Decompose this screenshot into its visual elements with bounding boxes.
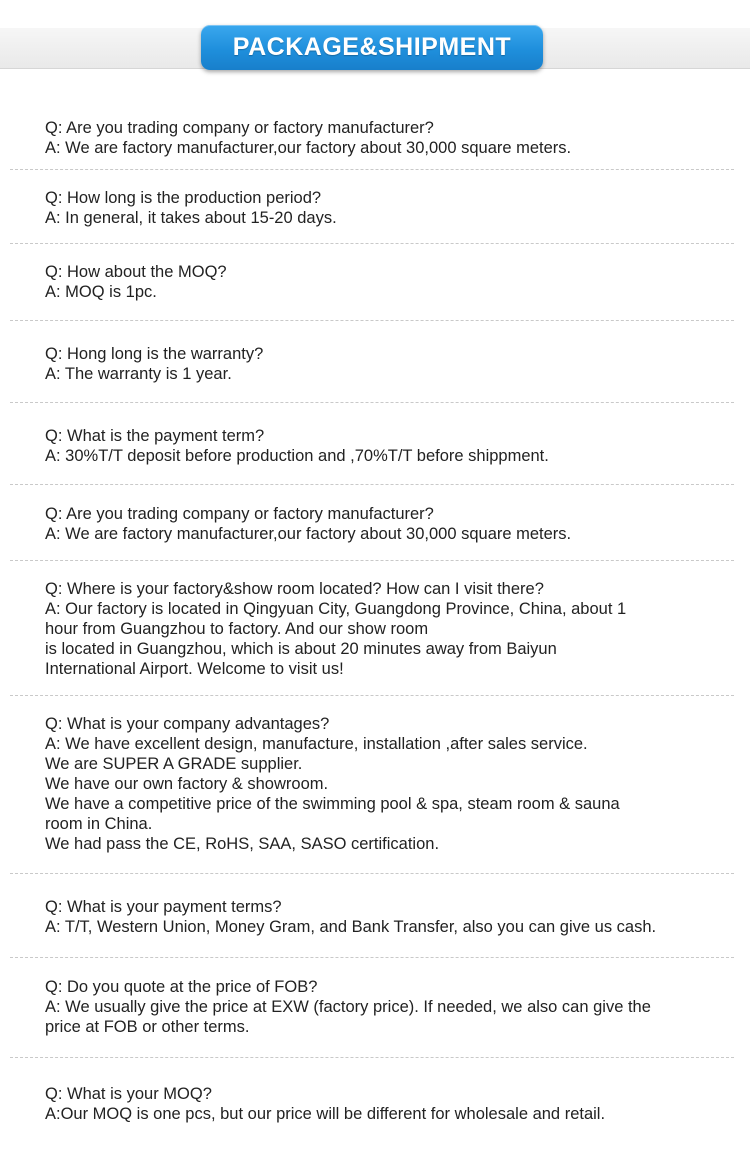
- faq-answer: hour from Guangzhou to factory. And our show room: [45, 620, 429, 638]
- faq-answer: International Airport. Welcome to visit us!: [45, 660, 344, 678]
- faq-answer: We have a competitive price of the swimming pool & spa, steam room & sauna: [45, 795, 620, 813]
- faq-answer: A: Our factory is located in Qingyuan City, Guangdong Province, China, about 1: [45, 600, 627, 618]
- faq-question: Q: Hong long is the warranty?: [45, 345, 264, 363]
- faq-item: [45, 344, 695, 384]
- dashed-divider: [10, 560, 734, 561]
- faq-answer: A: We have excellent design, manufacture, installation ,after sales service.: [45, 735, 588, 753]
- faq-answer: A: T/T, Western Union, Money Gram, and Bank Transfer, also you can give us cash.: [45, 918, 657, 936]
- faq-answer: is located in Guangzhou, which is about 20 minutes away from Baiyun: [45, 640, 557, 658]
- faq-item: [45, 426, 695, 466]
- dashed-divider: [10, 957, 734, 958]
- faq-question: Q: What is the payment term?: [45, 427, 265, 445]
- faq-question: Q: How about the MOQ?: [45, 263, 227, 281]
- faq-item: [45, 579, 695, 679]
- faq-answer: room in China.: [45, 815, 153, 833]
- faq-question: Q: How long is the production period?: [45, 189, 322, 207]
- faq-question: Q: What is your payment terms?: [45, 898, 282, 916]
- faq-item: [45, 118, 695, 158]
- faq-answer: price at FOB or other terms.: [45, 1018, 250, 1036]
- dashed-divider: [10, 320, 734, 321]
- faq-answer: A: 30%T/T deposit before production and ,70%T/T before shippment.: [45, 447, 549, 465]
- faq-answer: A: We usually give the price at EXW (factory price). If needed, we also can give the: [45, 998, 651, 1016]
- faq-question: Q: Do you quote at the price of FOB?: [45, 978, 318, 996]
- faq-answer: A: The warranty is 1 year.: [45, 365, 232, 383]
- faq-answer: A: We are factory manufacturer,our factory about 30,000 square meters.: [45, 525, 572, 543]
- faq-item: [45, 977, 695, 1037]
- section-title: PACKAGE&SHIPMENT: [232, 33, 512, 61]
- faq-item: [45, 262, 695, 302]
- faq-question: Q: Are you trading company or factory manufacturer?: [45, 119, 434, 137]
- dashed-divider: [10, 484, 734, 485]
- section-header-badge: [201, 25, 543, 70]
- dashed-divider: [10, 243, 734, 244]
- faq-answer: We have our own factory & showroom.: [45, 775, 329, 793]
- faq-answer: A:Our MOQ is one pcs, but our price will be different for wholesale and retail.: [45, 1105, 606, 1123]
- faq-item: [45, 897, 695, 937]
- faq-item: [45, 1084, 695, 1124]
- faq-item: [45, 714, 695, 854]
- dashed-divider: [10, 1057, 734, 1058]
- faq-question: Q: Are you trading company or factory manufacturer?: [45, 505, 434, 523]
- dashed-divider: [10, 169, 734, 170]
- faq-answer: A: MOQ is 1pc.: [45, 283, 157, 301]
- dashed-divider: [10, 695, 734, 696]
- faq-answer: A: In general, it takes about 15-20 days.: [45, 209, 337, 227]
- faq-question: Q: What is your MOQ?: [45, 1085, 212, 1103]
- faq-answer: A: We are factory manufacturer,our factory about 30,000 square meters.: [45, 139, 572, 157]
- faq-item: [45, 188, 695, 228]
- faq-answer: We had pass the CE, RoHS, SAA, SASO certification.: [45, 835, 440, 853]
- dashed-divider: [10, 873, 734, 874]
- dashed-divider: [10, 402, 734, 403]
- faq-item: [45, 504, 695, 544]
- faq-answer: We are SUPER A GRADE supplier.: [45, 755, 303, 773]
- faq-question: Q: Where is your factory&show room located? How can I visit there?: [45, 580, 544, 598]
- faq-question: Q: What is your company advantages?: [45, 715, 330, 733]
